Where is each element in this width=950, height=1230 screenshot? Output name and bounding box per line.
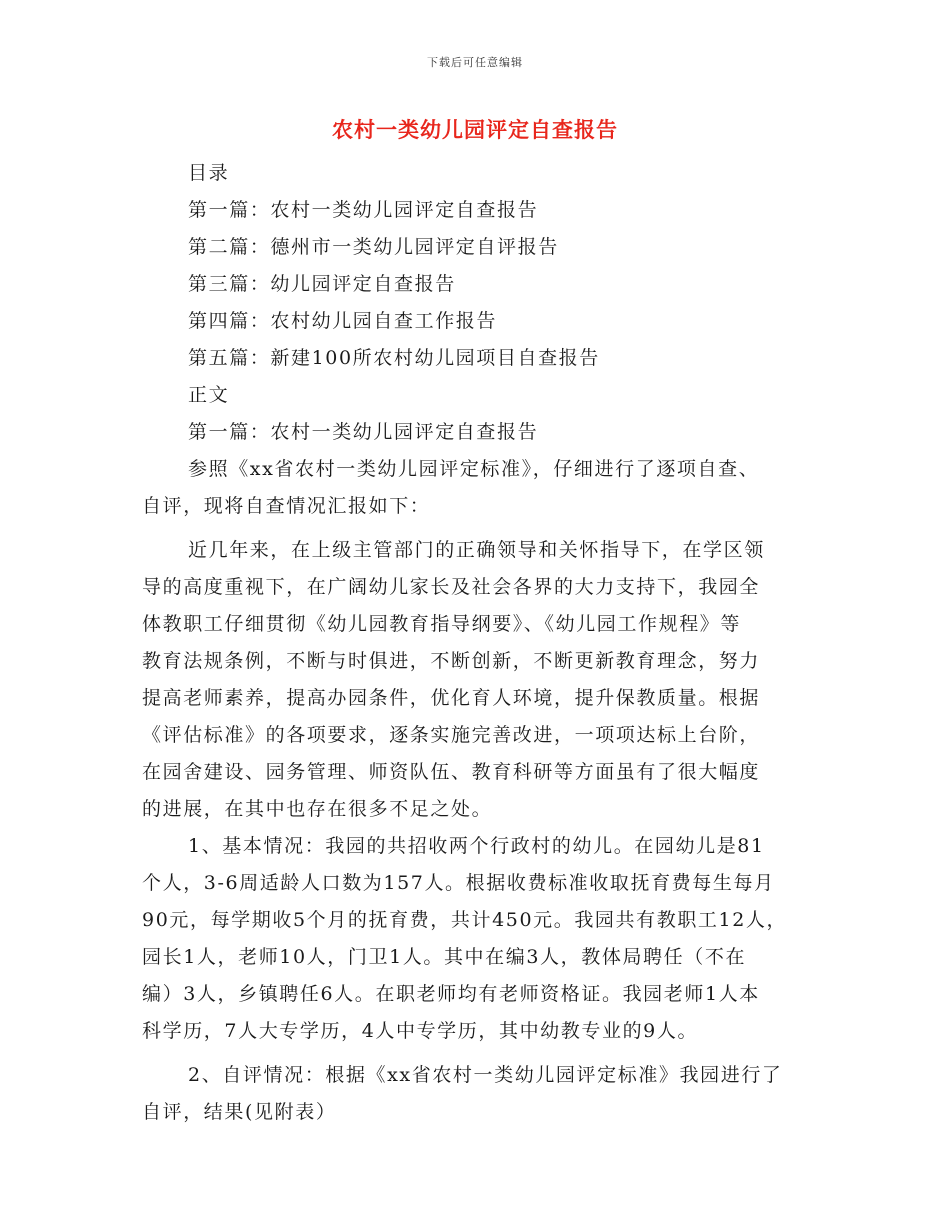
paragraph-line: 教育法规条例，不断与时俱进，不断创新，不断更新教育理念，努力 — [142, 650, 761, 672]
paragraph-line: 参照《xx省农村一类幼儿园评定标准》，仔细进行了逐项自查、 — [188, 458, 760, 480]
paragraph-line: 个人，3-6周适龄人口数为157人。根据收费标准收取抚育费每生每月 — [142, 872, 775, 894]
paragraph-line: 90元，每学期收5个月的抚育费，共计450元。我园共有教职工12人， — [142, 909, 788, 931]
toc-item-4: 第四篇：农村幼儿园自查工作报告 — [188, 310, 498, 332]
paragraph-line: 编）3人，乡镇聘任6人。在职老师均有老师资格证。我园老师1人本 — [142, 983, 760, 1005]
paragraph-line: 在园舍建设、园务管理、师资队伍、教育科研等方面虽有了很大幅度 — [142, 761, 761, 783]
toc-item-5: 第五篇：新建100所农村幼儿园项目自查报告 — [188, 347, 600, 369]
paragraph-line: 的进展，在其中也存在很多不足之处。 — [142, 798, 493, 820]
paragraph-overview — [142, 532, 814, 828]
paragraph-line: 导的高度重视下，在广阔幼儿家长及社会各界的大力支持下，我园全 — [142, 576, 761, 598]
toc-item-1: 第一篇：农村一类幼儿园评定自查报告 — [188, 199, 539, 221]
paragraph-line: 园长1人，老师10人，门卫1人。其中在编3人，教体局聘任（不在 — [142, 946, 747, 968]
section-title: 第一篇：农村一类幼儿园评定自查报告 — [188, 421, 539, 443]
document-body — [142, 155, 814, 1131]
paragraph-line: 科学历，7人大专学历，4人中专学历，其中幼教专业的9人。 — [142, 1020, 699, 1042]
paragraph-line: 体教职工仔细贯彻《幼儿园教育指导纲要》、《幼儿园工作规程》等 — [142, 613, 742, 635]
paragraph-basic-info — [142, 828, 814, 1050]
paragraph-line: 自评，结果(见附表） — [142, 1101, 337, 1123]
paragraph-line: 提高老师素养，提高办园条件，优化育人环境，提升保教质量。根据 — [142, 687, 761, 709]
paragraph-self-evaluation — [142, 1057, 814, 1131]
document-title: 农村一类幼儿园评定自查报告 — [332, 117, 618, 142]
page-header-note: 下载后可任意编辑 — [427, 56, 523, 69]
toc-heading: 目录 — [188, 162, 230, 184]
paragraph-intro — [142, 451, 814, 525]
paragraph-line: 自评，现将自查情况汇报如下： — [142, 495, 431, 517]
toc-item-2: 第二篇：德州市一类幼儿园评定自评报告 — [188, 236, 559, 258]
paragraph-line: 1、基本情况：我园的共招收两个行政村的幼儿。在园幼儿是81 — [188, 835, 765, 857]
body-heading: 正文 — [188, 384, 230, 406]
paragraph-line: 《评估标准》的各项要求，逐条实施完善改进，一项项达标上台阶， — [142, 724, 761, 746]
paragraph-line: 近几年来，在上级主管部门的正确领导和关怀指导下，在学区领 — [188, 539, 765, 561]
toc-item-3: 第三篇：幼儿园评定自查报告 — [188, 273, 456, 295]
paragraph-line: 2、自评情况：根据《xx省农村一类幼儿园评定标准》我园进行了 — [188, 1064, 783, 1086]
